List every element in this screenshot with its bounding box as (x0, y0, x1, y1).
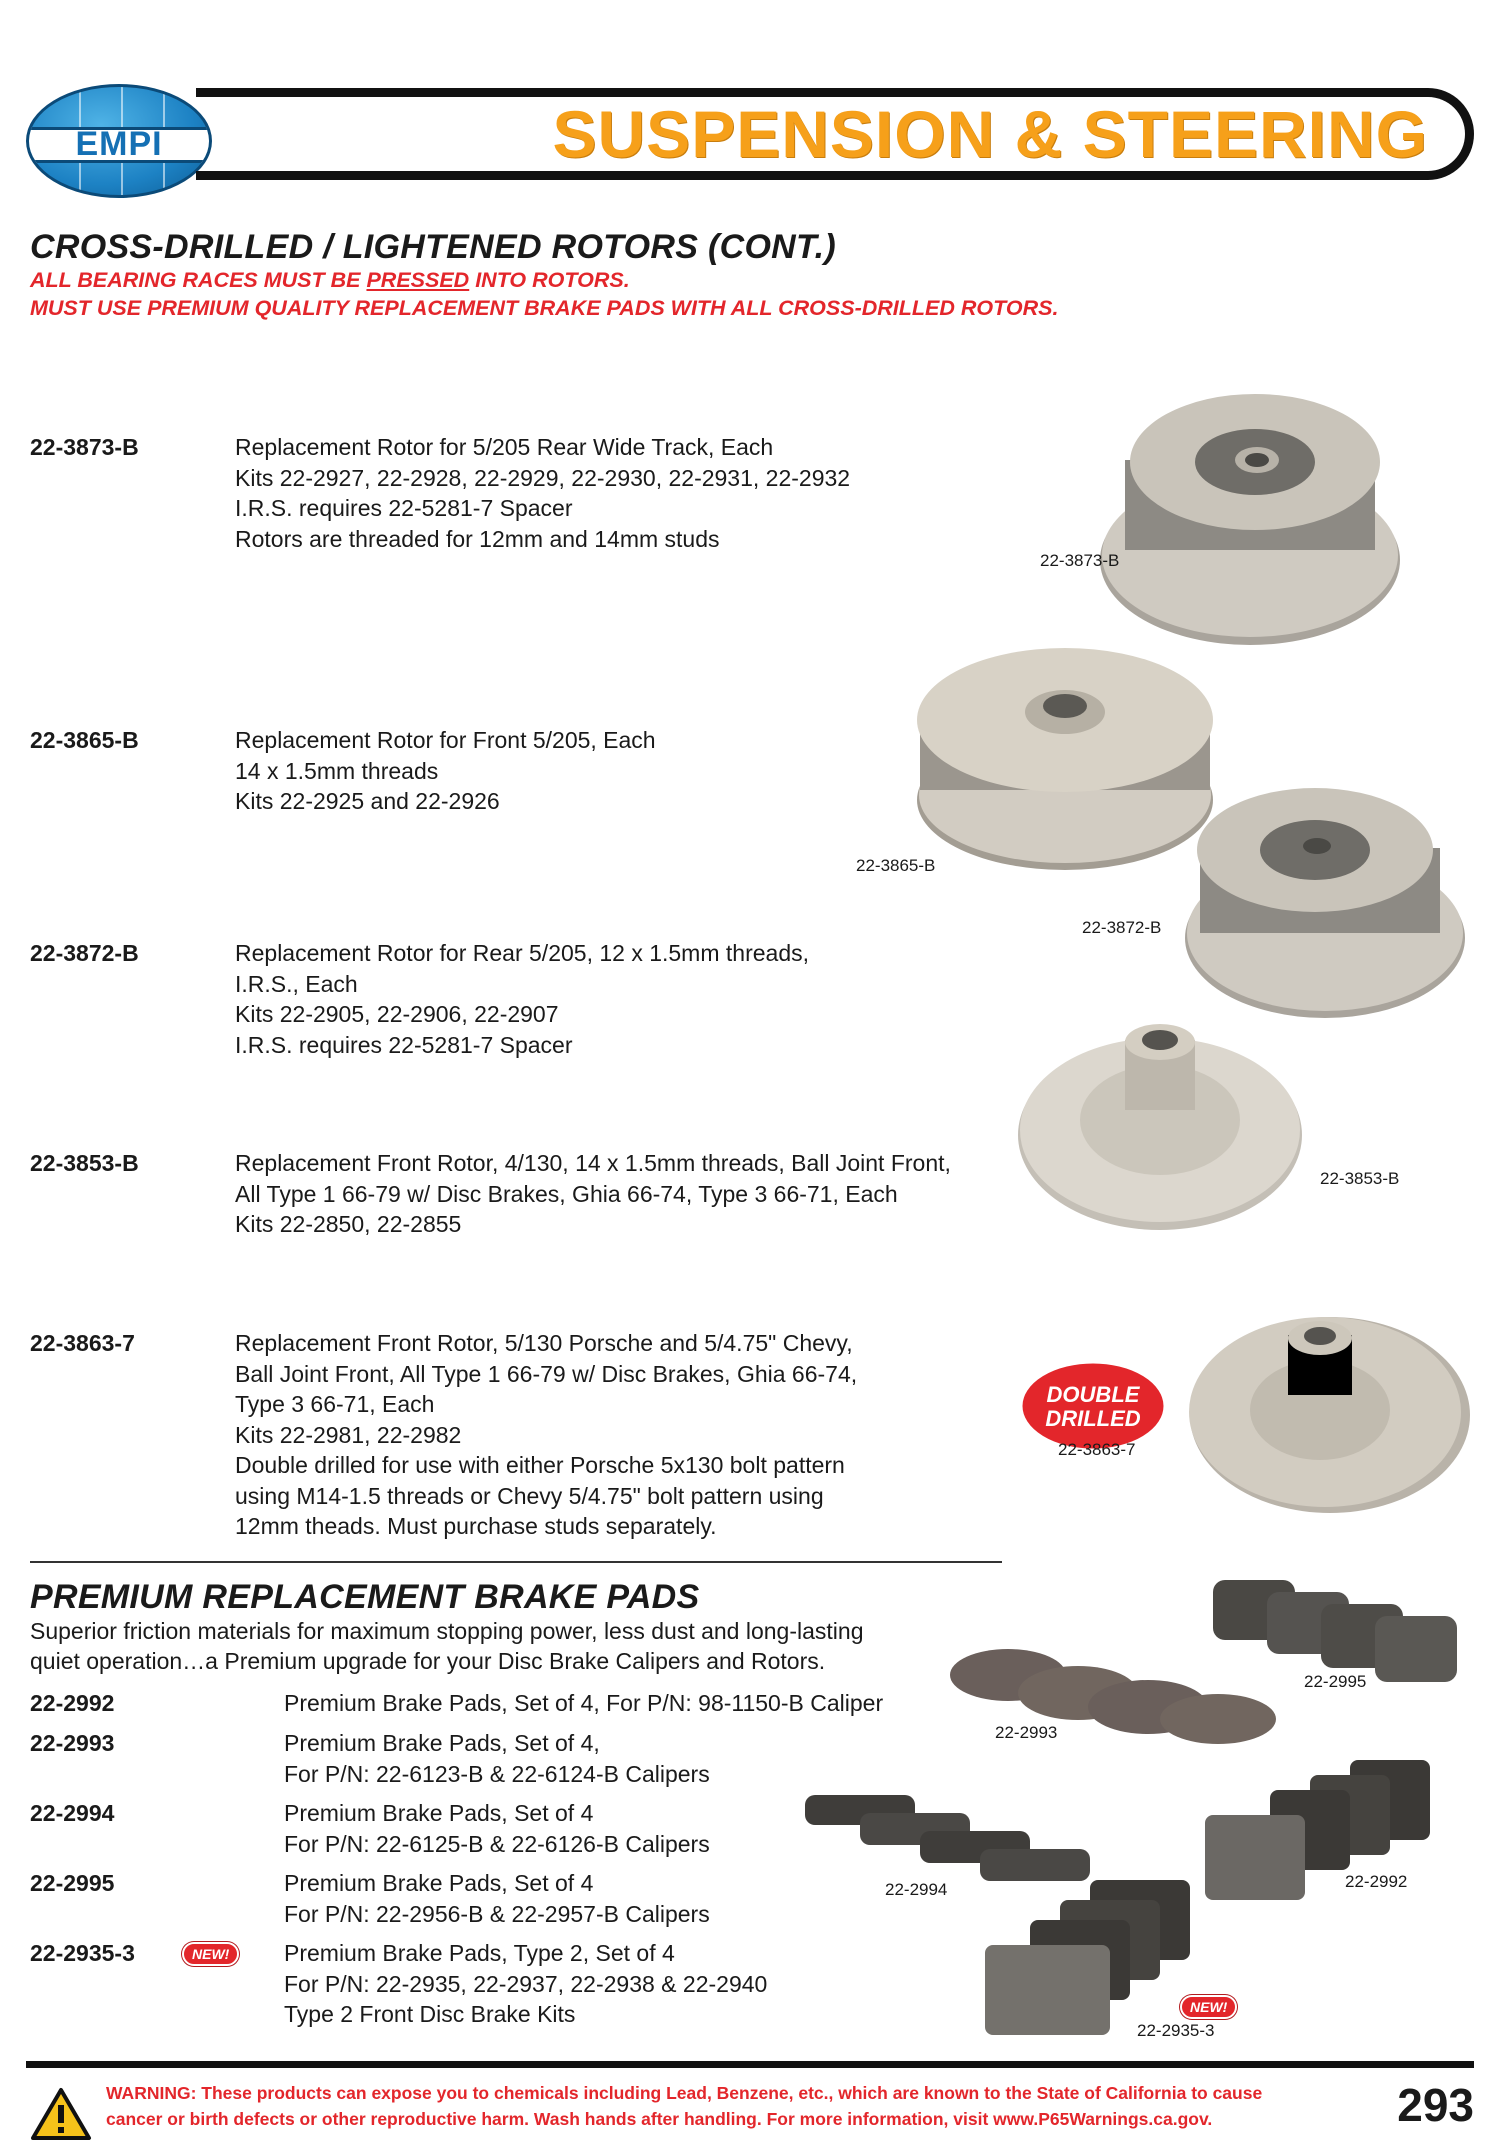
part-number: 22-3872-B (30, 940, 139, 966)
image-caption: 22-2935-3 (1137, 2021, 1215, 2040)
brake-pads-image-22-2935-3 (980, 1875, 1200, 2040)
image-caption: 22-3872-B (1082, 918, 1162, 937)
rotor-image-22-3873-B (1085, 390, 1405, 650)
image-caption: 22-2995 (1304, 1672, 1367, 1691)
section-intro: Superior friction materials for maximum stopping power, less dust and long-lasting quiet operation…a Premium upgrade for your Disc Brake Calipers and Rotors. (30, 1618, 864, 1674)
rotor-image-22-3872-B (1165, 778, 1475, 1028)
image-caption: 22-2992 (1345, 1872, 1408, 1891)
section-divider (30, 1561, 1002, 1563)
part-number: 22-2992 (30, 1690, 115, 1716)
part-number: 22-2995 (30, 1870, 115, 1896)
product-description: Replacement Front Rotor, 5/130 Porsche and 5/4.75" Chevy, Ball Joint Front, All Type 1 66-79 w/ Disc Brakes, Ghia 66-74, Type 3 66-71, Each Kits 22-2981, 22-2982 Double drilled for use with either Porsche 5x130 bolt pattern using M14-1.5 threads or Chevy 5/4.75" bolt pattern using 12mm theads. Must purchase studs separately. (235, 1330, 858, 1539)
product-description: Premium Brake Pads, Type 2, Set of 4 For P/N: 22-2935, 22-2937, 22-2938 & 22-2940 Type 2 Front Disc Brake Kits (284, 1940, 768, 2027)
product-description: Replacement Rotor for Front 5/205, Each 14 x 1.5mm threads Kits 22-2925 and 22-2926 (235, 727, 656, 814)
warning-bearing-races: ALL BEARING RACES MUST BE PRESSED INTO ROTORS. (30, 268, 630, 292)
rotor-image-22-3853-B (1010, 1000, 1310, 1240)
double-drilled-badge (1018, 1360, 1168, 1452)
image-caption: 22-3863-7 (1058, 1440, 1136, 1459)
image-caption: 22-2994 (885, 1880, 948, 1899)
logo-text: EMPI (75, 125, 163, 163)
product-description: Replacement Rotor for Rear 5/205, 12 x 1.5mm threads, I.R.S., Each Kits 22-2905, 22-2906, 22-2907 I.R.S. requires 22-5281-7 Spacer (235, 940, 810, 1058)
product-description: Replacement Rotor for 5/205 Rear Wide Track, Each Kits 22-2927, 22-2928, 22-2929, 22-2930, 22-2931, 22-2932 I.R.S. requires 22-5281-7 Spacer Rotors are threaded for 12mm and 14mm studs (235, 434, 851, 552)
image-caption: 22-3865-B (856, 856, 936, 875)
brake-pads-image-22-2992 (1200, 1755, 1450, 1905)
part-number: 22-3863-7 (30, 1330, 135, 1356)
warning-icon (30, 2087, 92, 2141)
product-description: Premium Brake Pads, Set of 4, For P/N: 98-1150-B Caliper (284, 1690, 884, 1716)
new-badge: NEW! (182, 1942, 239, 1966)
part-number: 22-2935-3 (30, 1940, 135, 1966)
part-number: 22-3873-B (30, 434, 139, 460)
section-title-brake-pads: PREMIUM REPLACEMENT BRAKE PADS (30, 1578, 700, 1616)
svg-text:DRILLED: DRILLED (1045, 1406, 1141, 1431)
new-badge: NEW! (1180, 1995, 1237, 2019)
footer-rule (26, 2061, 1474, 2068)
product-description: Premium Brake Pads, Set of 4 For P/N: 22-6125-B & 22-6126-B Calipers (284, 1800, 710, 1857)
rotor-image-22-3863-7 (1180, 1290, 1480, 1530)
warning-brake-pads: MUST USE PREMIUM QUALITY REPLACEMENT BRAKE PADS WITH ALL CROSS-DRILLED ROTORS. (30, 296, 1059, 320)
section-title-rotors: CROSS-DRILLED / LIGHTENED ROTORS (CONT.) (30, 228, 836, 266)
page-number: 293 (1397, 2079, 1474, 2131)
product-description: Premium Brake Pads, Set of 4, For P/N: 22-6123-B & 22-6124-B Calipers (284, 1730, 710, 1787)
image-caption: 22-2993 (995, 1723, 1058, 1742)
part-number: 22-2993 (30, 1730, 115, 1756)
image-caption: 22-3873-B (1040, 551, 1120, 570)
image-caption: 22-3853-B (1320, 1169, 1400, 1188)
prop65-warning: WARNING: These products can expose you to chemicals including Lead, Benzene, etc., which are known to the State of California to cause cancer or birth defects or other reproductive harm. Wash hands after handling. For more information, visit www.P65Warnings.ca.gov. (106, 2083, 1263, 2129)
product-description: Premium Brake Pads, Set of 4 For P/N: 22-2956-B & 22-2957-B Calipers (284, 1870, 710, 1927)
product-description: Replacement Front Rotor, 4/130, 14 x 1.5mm threads, Ball Joint Front, All Type 1 66-79 w/ Disc Brakes, Ghia 66-74, Type 3 66-71, Each Kits 22-2850, 22-2855 (235, 1150, 951, 1237)
page-title: SUSPENSION & STEERING (552, 97, 1428, 171)
svg-text:DOUBLE: DOUBLE (1046, 1382, 1140, 1407)
part-number: 22-3853-B (30, 1150, 139, 1176)
part-number: 22-2994 (30, 1800, 115, 1826)
part-number: 22-3865-B (30, 727, 139, 753)
empi-logo (26, 84, 212, 198)
